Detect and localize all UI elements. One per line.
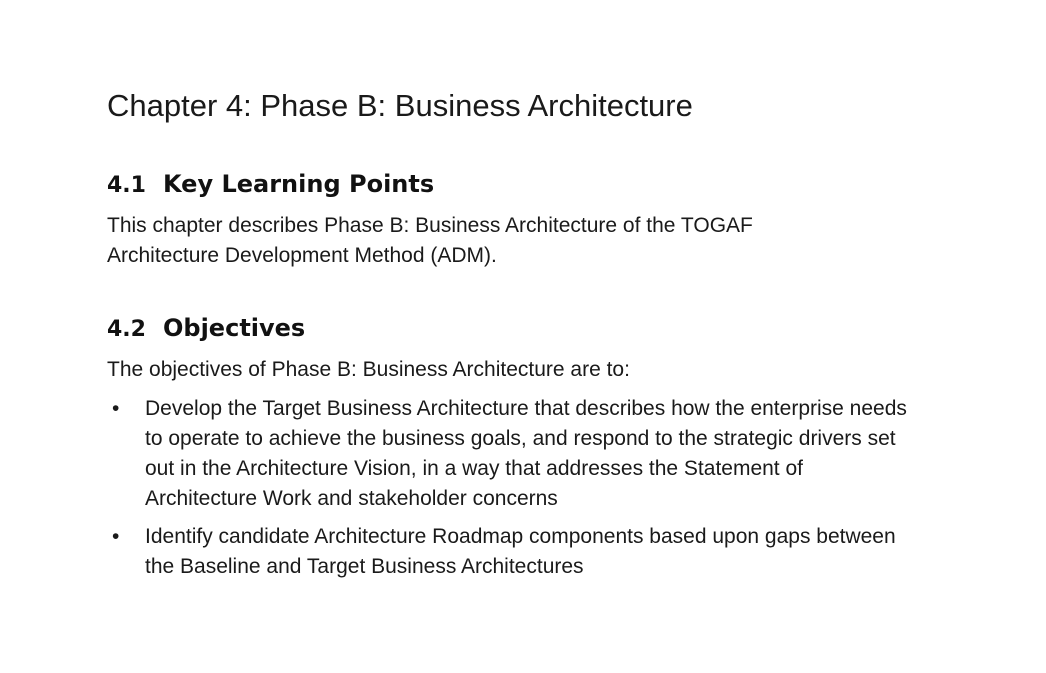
- list-item: [107, 522, 907, 582]
- section-heading-4-2: [107, 313, 305, 345]
- section-4-1-paragraph: This chapter describes Phase B: Business Architecture of the TOGAF Architecture Development Method (ADM).: [107, 214, 753, 267]
- bullet-icon: •: [112, 397, 120, 420]
- list-item-text: Develop the Target Business Architecture that describes how the enterprise needs to operate to achieve the business goals, and respond to the strategic drivers set out in the Architecture Vision, in a way that addresses the Statement of Architecture Work and stakeholder concerns: [145, 397, 907, 510]
- section-heading-4-1: [107, 169, 434, 201]
- objectives-list: [107, 394, 907, 590]
- section-number: 4.2: [107, 317, 146, 342]
- section-title: Objectives: [163, 314, 306, 342]
- chapter-title: Chapter 4: Phase B: Business Architecture: [107, 88, 693, 123]
- section-4-2-intro: The objectives of Phase B: Business Architecture are to:: [107, 358, 630, 381]
- section-title: Key Learning Points: [163, 170, 435, 198]
- bullet-icon: •: [112, 525, 120, 548]
- list-item: [107, 394, 907, 514]
- list-item-text: Identify candidate Architecture Roadmap components based upon gaps between the Baseline and Target Business Architectures: [145, 525, 896, 578]
- section-number: 4.1: [107, 173, 146, 198]
